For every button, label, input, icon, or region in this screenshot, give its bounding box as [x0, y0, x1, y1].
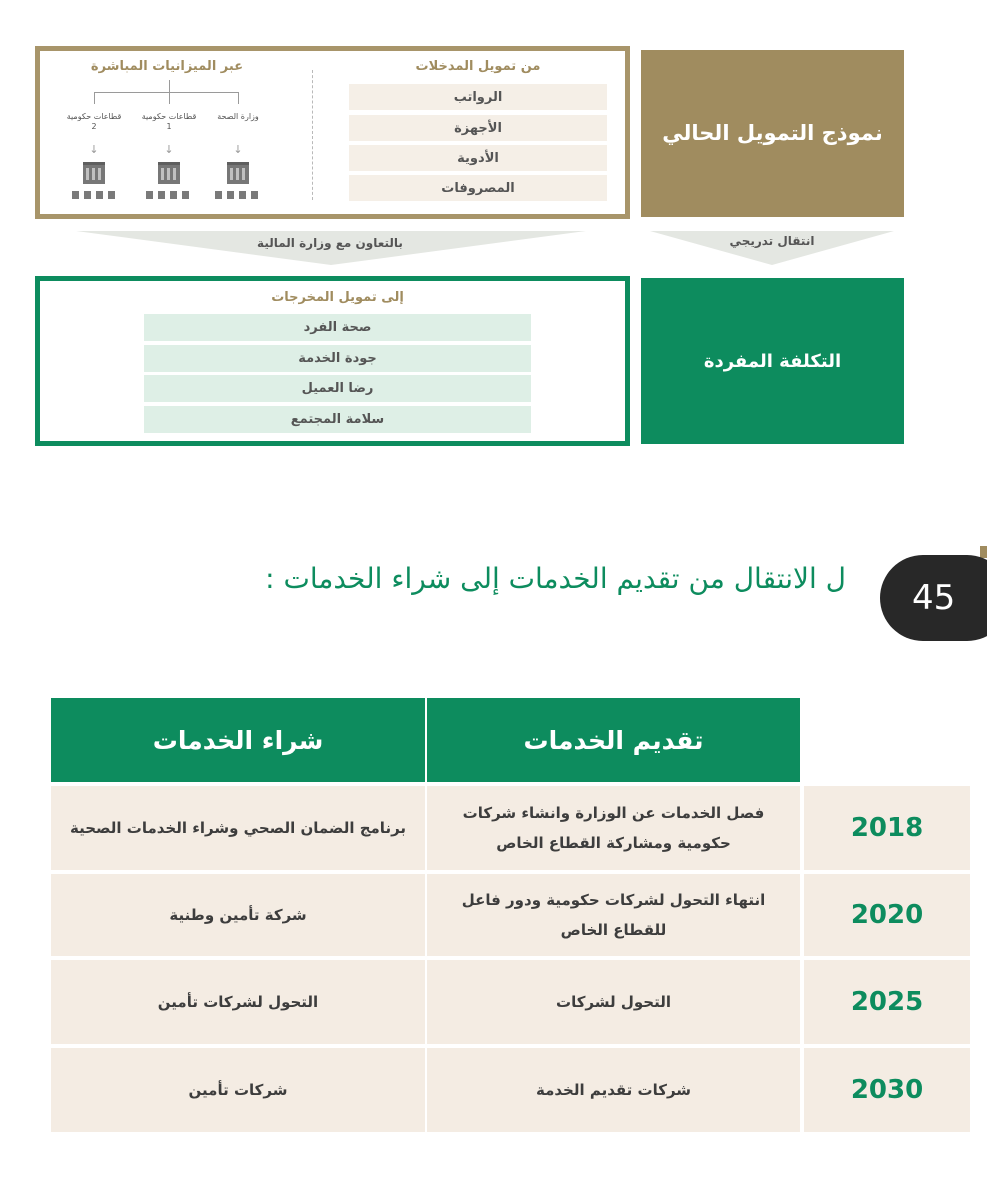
input-item: الأجهزة	[349, 115, 607, 141]
output-item: صحة الفرد	[144, 314, 531, 341]
header-purchase-services: شراء الخدمات	[51, 698, 425, 782]
tree-connector	[169, 92, 170, 104]
input-item: الرواتب	[349, 84, 607, 110]
page-accent	[980, 546, 987, 558]
table-cell-year: 2025	[804, 960, 970, 1044]
unit-cost-label: التكلفة المفردة	[641, 278, 904, 444]
table-cell-year: 2020	[804, 874, 970, 956]
table-cell-purchase: شركات تأمين	[51, 1048, 425, 1132]
clinic-icon	[158, 191, 165, 199]
tree-connector	[238, 92, 239, 104]
clinic-icon	[251, 191, 258, 199]
input-item: الأدوية	[349, 145, 607, 171]
table-cell-provision: انتهاء التحول لشركات حكومية ودور فاعل للقطاع الخاص	[427, 874, 800, 956]
outputs-title: إلى تمويل المخرجات	[271, 290, 404, 305]
table-cell-purchase: برنامج الضمان الصحي وشراء الخدمات الصحية	[51, 786, 425, 870]
hospital-icon	[227, 162, 249, 184]
clinic-icon	[170, 191, 177, 199]
tree-connector	[94, 92, 95, 104]
output-item: جودة الخدمة	[144, 345, 531, 372]
arrow-down-icon: ↓	[164, 143, 174, 156]
table-cell-provision: التحول لشركات	[427, 960, 800, 1044]
entity-label-ministry: وزارة الصحة	[217, 112, 259, 121]
clinic-icon	[227, 191, 234, 199]
gradual-transition-text: انتقال تدريجي	[729, 234, 815, 248]
tree-connector	[169, 80, 170, 92]
hospital-icon	[158, 162, 180, 184]
arrow-down-icon: ↓	[233, 143, 243, 156]
clinic-icon	[239, 191, 246, 199]
current-model-label: نموذج التمويل الحالي	[641, 50, 904, 217]
table-cell-year: 2018	[804, 786, 970, 870]
clinic-icon	[84, 191, 91, 199]
page-number-badge: 45	[880, 555, 987, 641]
section-heading: ل الانتقال من تقديم الخدمات إلى شراء الخدمات :	[265, 562, 846, 595]
table-cell-year: 2030	[804, 1048, 970, 1132]
dashed-divider	[312, 70, 313, 200]
entity-label-gov-sector-1: قطاعات حكومية 1	[141, 112, 197, 131]
clinic-icon	[182, 191, 189, 199]
clinic-icon	[215, 191, 222, 199]
inputs-title: من تمويل المدخلات	[415, 59, 541, 74]
clinic-icon	[108, 191, 115, 199]
tree-connector	[94, 92, 238, 93]
budgets-title: عبر الميزانيات المباشرة	[90, 59, 244, 74]
output-item: رضا العميل	[144, 375, 531, 402]
header-provision-services: تقديم الخدمات	[427, 698, 800, 782]
clinic-icon	[96, 191, 103, 199]
entity-label-gov-sector-2: قطاعات حكومية 2	[66, 112, 122, 131]
table-cell-purchase: التحول لشركات تأمين	[51, 960, 425, 1044]
output-item: سلامة المجتمع	[144, 406, 531, 433]
table-cell-purchase: شركة تأمين وطنية	[51, 874, 425, 956]
clinic-icon	[72, 191, 79, 199]
hospital-icon	[83, 162, 105, 184]
cooperation-text: بالتعاون مع وزارة المالية	[257, 236, 403, 250]
table-cell-provision: شركات تقديم الخدمة	[427, 1048, 800, 1132]
clinic-icon	[146, 191, 153, 199]
arrow-down-icon: ↓	[89, 143, 99, 156]
table-cell-provision: فصل الخدمات عن الوزارة وانشاء شركات حكومية ومشاركة القطاع الخاص	[427, 786, 800, 870]
input-item: المصروفات	[349, 175, 607, 201]
